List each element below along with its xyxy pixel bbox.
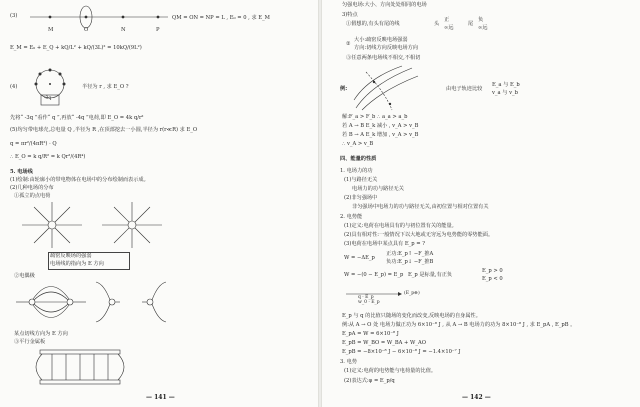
- feature-1-tail: 尾: [468, 21, 474, 27]
- example-opt1: E_a 与 E_b: [492, 82, 520, 88]
- note-tangent: 某点切线方向为 E 方向: [14, 331, 68, 337]
- feature-2: ②: [346, 41, 351, 47]
- example-label: 例:: [340, 86, 348, 92]
- label-o: O: [84, 27, 89, 33]
- ep-frac-2: w_0 · E_p: [358, 300, 380, 305]
- work-relation: W = −ΔE_p: [344, 255, 375, 261]
- solution-4: ∴ v_A > v_B: [342, 141, 374, 147]
- potential-definition: (1)定义:电荷的电势能与电荷量的比值。: [344, 368, 437, 374]
- pe-negative: E_p < 0: [482, 276, 503, 282]
- s5-item2b: ②电偶极: [14, 273, 35, 279]
- example-desc: 由电子轨迹比较: [446, 86, 483, 92]
- feature-3: ③任意两条电场线不相交,不相切: [346, 55, 421, 61]
- work-negative: 负功:E_p↓ −F_推B: [386, 259, 434, 265]
- s5-item1: (1)绘制:由轮廓小的带电物体在电场中的分布绘制而表示成。: [10, 177, 149, 183]
- electron-trajectory-diagram: [352, 64, 422, 112]
- work-2: (2)非匀强场中: [344, 195, 378, 201]
- feature-1: ①假想的,有头有尾的线: [346, 21, 400, 27]
- s5-item2c: ③平行金属板: [14, 339, 46, 345]
- item4-question: 半径为 r , 求 E_O ?: [82, 84, 129, 90]
- solution-1: 解:F_a > F_b ∴ a_a > a_b: [342, 114, 408, 120]
- feature-1-head-opt1: 正: [444, 17, 450, 23]
- item3-number: (3): [10, 13, 18, 19]
- s5-item2: (2)几种电场的分布: [10, 185, 54, 191]
- section4-title: 四、能量的性质: [340, 156, 377, 162]
- feature-2-opt2: 方向:切线方向反映电场方向: [354, 45, 418, 51]
- note-density: 疏密反映场的强弱: [50, 253, 92, 259]
- pe-definition: (1)定义:电荷在电场具有的与初位置有关的能量。: [344, 223, 457, 229]
- pe-positive: E_p > 0: [482, 268, 503, 274]
- item4-number: (4): [10, 84, 18, 90]
- pe-scalar: E_p 是标量,有正负: [408, 272, 453, 278]
- ep-frac-1: q · E_p: [358, 295, 374, 300]
- potential-heading: 3. 电势: [340, 359, 357, 365]
- work-positive: 正功:E_p↑ −F_推A: [386, 251, 434, 257]
- page-number-right: — 142 —: [462, 394, 491, 401]
- uniform-field-line: 匀强电场:大小、方向处处相同的电场: [342, 2, 427, 8]
- label-m: M: [48, 27, 54, 33]
- solution-2: 若 A → B E_k 减小 , v_A > v_B: [342, 123, 419, 129]
- equation-em: E_M = E₀ + E_Q + kQ/L² + kQ/(3L)² = 10kQ/(9L²): [10, 45, 142, 51]
- right-page: [322, 0, 640, 407]
- page-number-left: — 141 —: [146, 394, 175, 401]
- pe-point: (3)电荷在电场中某点具有 E_p = ?: [344, 241, 425, 247]
- pe-example-1: E_pA = W = 6×10⁻⁸ J: [342, 331, 399, 337]
- left-page: [0, 0, 318, 407]
- pe-ratio: E_p 与 q 的比值只随场的变化而改变,反映电场的自身属性。: [342, 313, 481, 319]
- label-p: P: [156, 27, 160, 33]
- work-1: (1)与路径无关: [344, 177, 378, 183]
- feature-1-tail-opt1: 负: [478, 17, 484, 23]
- work-zero-ref: W = −(0 − E_p) = E_p: [344, 272, 404, 278]
- parallel-plate-diagram: [20, 346, 140, 388]
- equation-top: QM = ON = NP = L , E₀ = 0 , 求 E_M: [172, 15, 270, 21]
- potential-energy-heading: 2. 电势能: [340, 214, 363, 220]
- dipole-line: 先将“ -3q ”看作“ q ”,再放“ -4q ”电荷,即 E_O = 4k q/r²: [10, 115, 144, 121]
- work-heading: 1. 电场力的功: [340, 168, 373, 174]
- work-2a: 非匀强场中电场力的功与路径无关,由初位置与相对位置有关: [352, 204, 489, 210]
- charge-label: -3q: [44, 96, 52, 101]
- ring-charge-diagram: [28, 64, 74, 112]
- item5-line: (5)均匀带电球壳,总电量 Q ,半径为 R ,在顶部挖去一小圆,半径为 r(r≪R) 求 E_O: [10, 127, 198, 133]
- pe-example-2: E_pB = W_BO = W_BA + W_AO: [342, 340, 426, 346]
- potential-expression: (2)表达式:φ = E_p/q: [344, 378, 395, 384]
- section5-title: 5. 电场线: [10, 169, 33, 175]
- feature-1-head-opt2: ∞远: [444, 25, 454, 31]
- feature-2-opt1: 大小:疏密反映电场强弱: [354, 37, 408, 43]
- pe-example: 例:从 A → O 处 电场力做正功为 6×10⁻⁸ J , 从 A → B 电场力的功为 8×10⁻⁸ J , 求 E_pA , E_pB 。: [342, 322, 576, 328]
- feature-1-tail-opt2: ∞远: [478, 25, 488, 31]
- ep-label: (E_p⊕): [404, 291, 420, 296]
- eo-formula: ∴ E_O = k q/R² = k Qr²/(4R⁴): [10, 154, 86, 160]
- pe-example-3: E_pB = −8×10⁻⁸ J − 6×10⁻⁸ J = −1.4×10⁻⁷ J: [342, 349, 461, 355]
- q-formula: q = πr²/(4πR²) · Q: [10, 141, 57, 147]
- pe-relativity: (2)具有相对性:一般情况下以大地或无穷远为电势能的零势能面。: [344, 232, 494, 238]
- work-1a: 电场力的功与路径无关: [352, 186, 404, 192]
- feature-1-head: 头: [434, 21, 440, 27]
- note-direction: 电场线的指向为 E 方向: [50, 261, 104, 267]
- s5-item2a: ①孤立的点电荷: [14, 193, 51, 199]
- example-opt2: v_a 与 v_b: [492, 90, 518, 96]
- label-n: N: [121, 27, 126, 33]
- point-charge-field-diagram: [12, 200, 172, 250]
- dipole-field-diagram: [12, 280, 172, 324]
- solution-3: 若 B → A E_k 增加 , v_A > v_B: [342, 132, 419, 138]
- feature-heading: 3)特点: [342, 12, 358, 18]
